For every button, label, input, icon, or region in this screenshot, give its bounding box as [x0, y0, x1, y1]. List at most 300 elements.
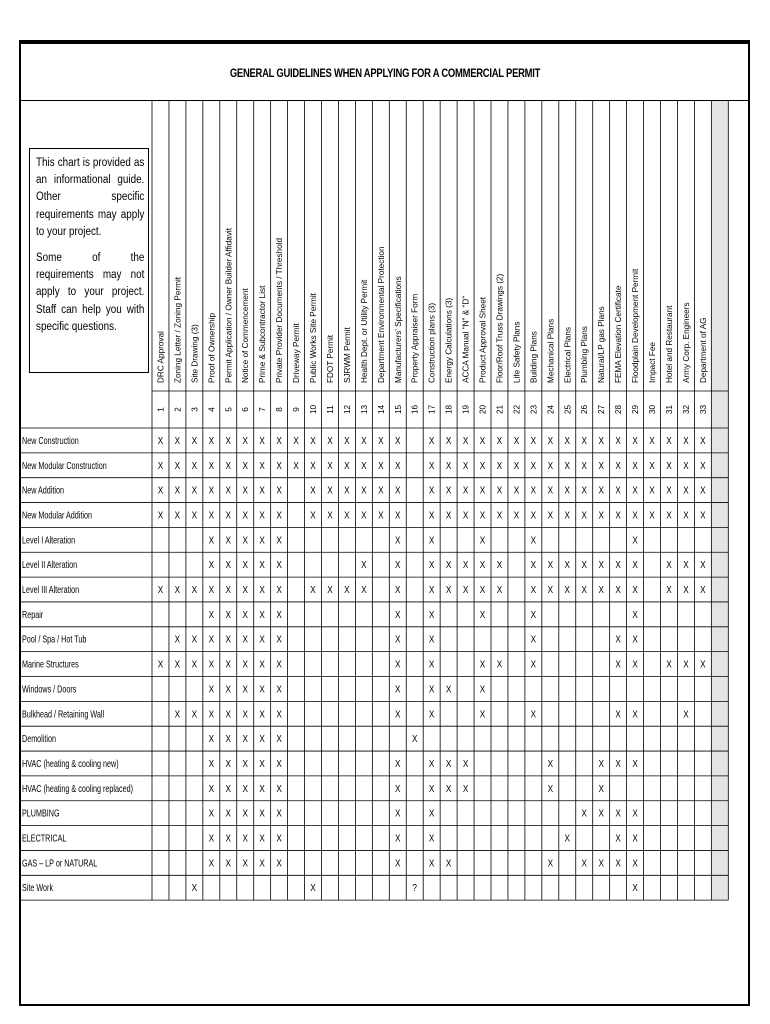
requirement-mark: X: [581, 509, 587, 521]
requirement-mark: X: [259, 609, 265, 621]
requirement-mark: X: [462, 435, 469, 447]
column-number-1: 1: [156, 407, 166, 412]
requirement-mark: X: [225, 807, 232, 819]
requirement-mark: X: [242, 584, 248, 596]
column-header-28: FEMA Elevation Certificate: [614, 285, 624, 383]
requirement-mark: X: [293, 460, 299, 471]
column-header-5: Permit Application / Owner Builder Affidavit: [224, 227, 234, 383]
requirement-mark: X: [598, 559, 604, 571]
info-note-paragraph-1: This chart is provided as an informational guide. Other specific requirements may apply to your project.: [36, 157, 145, 238]
requirement-mark: X: [242, 534, 248, 546]
requirement-mark: X: [361, 584, 367, 596]
requirement-mark: X: [632, 882, 638, 894]
column-number-12: 12: [342, 404, 352, 415]
column-number-14: 14: [376, 404, 386, 415]
column-number-20: 20: [478, 404, 488, 415]
requirement-mark: X: [225, 509, 232, 521]
requirement-mark: X: [598, 584, 604, 596]
requirement-mark: X: [395, 658, 401, 670]
requirement-mark: X: [632, 559, 638, 571]
requirement-mark: X: [395, 832, 401, 844]
requirement-mark: X: [547, 783, 554, 795]
requirement-mark: X: [225, 435, 232, 447]
requirement-mark: X: [547, 460, 554, 471]
requirement-mark: X: [208, 708, 215, 720]
requirement-mark: X: [666, 460, 672, 471]
requirement-mark: X: [310, 584, 316, 596]
requirement-mark: X: [632, 509, 638, 521]
column-header-19: ACCA Manual "N" & "D": [461, 295, 471, 383]
column-header-29: Floodplain Development Permit: [631, 268, 641, 383]
requirement-mark: X: [615, 658, 621, 670]
requirement-mark: X: [445, 857, 452, 869]
requirement-mark: X: [242, 460, 248, 471]
requirement-mark: X: [276, 683, 282, 695]
requirement-mark: X: [445, 460, 452, 471]
column-header-15: Manufacturers' Specifications: [393, 276, 403, 383]
column-header-20: Product Approval Sheet: [478, 296, 488, 383]
requirement-mark: X: [242, 633, 248, 645]
column-header-26: Plumbing Plans: [580, 326, 590, 383]
requirement-mark: X: [581, 584, 587, 596]
requirement-mark: X: [547, 758, 554, 770]
requirement-mark: X: [547, 509, 554, 521]
column-header-25: Electrical Plans: [563, 327, 573, 383]
requirement-mark: X: [530, 559, 537, 571]
requirement-mark: X: [174, 484, 181, 496]
requirement-mark: X: [428, 708, 435, 720]
requirement-mark: X: [208, 460, 215, 471]
requirement-mark: X: [208, 633, 215, 645]
requirement-mark: X: [428, 559, 435, 571]
requirement-mark: X: [649, 435, 655, 447]
requirement-mark: X: [615, 484, 621, 496]
requirement-mark: X: [683, 460, 689, 471]
requirement-mark: X: [242, 683, 248, 695]
requirement-mark: X: [395, 435, 401, 447]
requirement-mark: X: [276, 633, 282, 645]
requirement-mark: X: [327, 435, 333, 447]
requirement-mark: X: [174, 584, 181, 596]
requirement-mark: X: [276, 460, 282, 471]
requirement-mark: X: [428, 484, 435, 496]
requirement-mark: X: [225, 609, 232, 621]
requirement-mark: X: [191, 435, 198, 447]
column-number-27: 27: [597, 404, 607, 415]
requirement-mark: X: [157, 460, 164, 471]
column-header-3: Site Drawing (3): [190, 324, 200, 383]
requirement-mark: X: [564, 584, 571, 596]
requirement-mark: X: [666, 484, 672, 496]
requirement-mark: X: [327, 460, 333, 471]
column-number-5: 5: [224, 407, 234, 412]
requirement-mark: X: [259, 435, 265, 447]
requirement-mark: X: [225, 633, 232, 645]
row-label: Demolition: [22, 732, 56, 745]
requirement-mark: X: [445, 758, 452, 770]
requirement-mark: X: [445, 559, 452, 571]
requirement-mark: X: [683, 435, 689, 447]
requirement-mark: X: [208, 534, 215, 546]
requirement-mark: X: [344, 509, 350, 521]
requirement-mark: X: [276, 758, 282, 770]
column-number-23: 23: [529, 404, 539, 415]
requirement-mark: X: [242, 783, 248, 795]
requirement-mark: X: [496, 484, 503, 496]
column-number-22: 22: [512, 404, 522, 415]
requirement-mark: X: [683, 584, 689, 596]
row-label: Level III Alteration: [22, 583, 80, 596]
row-label: New Construction: [22, 434, 79, 447]
requirement-mark: X: [428, 832, 435, 844]
column-header-7: Prime & Subcontractor List: [258, 285, 268, 383]
row-label: Bulkhead / Retaining Wall: [22, 708, 105, 720]
requirement-mark: X: [513, 460, 520, 471]
requirement-mark: X: [225, 559, 232, 571]
requirement-mark: X: [276, 609, 282, 621]
column-number-29: 29: [631, 404, 641, 415]
requirement-mark: X: [666, 559, 672, 571]
requirement-mark: X: [428, 435, 435, 447]
requirement-mark: X: [598, 484, 604, 496]
requirement-mark: X: [445, 509, 452, 521]
requirement-mark: X: [615, 559, 621, 571]
requirement-mark: X: [462, 559, 469, 571]
requirement-mark: X: [513, 509, 520, 521]
column-number-33: 33: [698, 404, 708, 415]
requirement-mark: X: [445, 783, 452, 795]
requirement-mark: X: [225, 708, 232, 720]
column-number-2: 2: [173, 407, 183, 412]
requirement-mark: X: [157, 658, 164, 670]
column-header-22: Life Safety Plans: [512, 321, 522, 383]
requirement-mark: X: [683, 658, 689, 670]
requirement-mark: X: [496, 460, 503, 471]
requirement-mark: X: [208, 484, 215, 496]
column-header-18: Energy Calculations (3): [444, 297, 454, 383]
requirement-mark: X: [208, 559, 215, 571]
requirement-mark: X: [395, 584, 401, 596]
requirement-mark: X: [174, 658, 181, 670]
requirement-mark: X: [242, 832, 248, 844]
requirement-mark: X: [513, 484, 520, 496]
requirement-mark: X: [276, 534, 282, 546]
requirement-mark: X: [666, 435, 672, 447]
requirement-mark: X: [496, 658, 503, 670]
requirement-mark: X: [361, 559, 367, 571]
requirement-mark: X: [632, 708, 638, 720]
requirement-mark: X: [225, 460, 232, 471]
column-number-19: 19: [461, 404, 471, 415]
requirement-mark: X: [395, 807, 401, 819]
requirement-mark: X: [496, 559, 503, 571]
requirement-mark: X: [428, 683, 435, 695]
requirement-mark: X: [276, 435, 282, 447]
column-number-26: 26: [580, 404, 590, 415]
page-title: GENERAL GUIDELINES WHEN APPLYING FOR A COMMERCIAL PERMIT: [229, 68, 541, 80]
requirement-mark: X: [259, 658, 265, 670]
requirement-mark: X: [445, 584, 452, 596]
requirement-mark: X: [395, 708, 401, 720]
requirement-mark: X: [191, 708, 198, 720]
requirement-mark: X: [598, 509, 604, 521]
requirement-mark: X: [208, 509, 215, 521]
column-number-8: 8: [275, 407, 285, 412]
requirement-mark: X: [581, 460, 587, 471]
column-header-23: Building Plans: [529, 331, 539, 383]
column-header-17: Construction plans (3): [427, 302, 437, 383]
requirement-mark: X: [225, 584, 232, 596]
requirement-mark: X: [276, 559, 282, 571]
requirement-mark: X: [259, 733, 265, 745]
requirement-mark: X: [530, 534, 537, 546]
requirement-mark: X: [462, 460, 469, 471]
requirement-mark: X: [428, 460, 435, 471]
column-number-7: 7: [258, 407, 268, 412]
column-number-25: 25: [563, 404, 573, 415]
requirement-mark: X: [174, 509, 181, 521]
requirement-mark: X: [310, 509, 316, 521]
requirement-mark: X: [598, 807, 604, 819]
requirement-mark: X: [242, 509, 248, 521]
row-label: New Addition: [22, 484, 64, 496]
requirement-mark: X: [378, 484, 384, 496]
row-label: ELECTRICAL: [22, 832, 67, 844]
row-label: New Modular Construction: [22, 459, 107, 472]
requirement-mark: X: [225, 733, 232, 745]
row-label: New Modular Addition: [22, 509, 92, 521]
requirement-mark: X: [276, 783, 282, 795]
row-label: Level I Alteration: [22, 534, 76, 546]
requirement-mark: X: [428, 783, 435, 795]
column-header-12: SJRWM Permit: [342, 327, 352, 383]
requirement-mark: X: [242, 658, 248, 670]
requirement-mark: X: [174, 708, 181, 720]
column-header-30: Impact Fee: [648, 342, 658, 383]
requirement-mark: X: [479, 708, 486, 720]
requirement-mark: X: [276, 584, 282, 596]
requirement-mark: X: [530, 609, 537, 621]
requirement-mark: X: [428, 633, 435, 645]
requirement-mark: X: [174, 460, 181, 471]
requirement-mark: X: [428, 584, 435, 596]
column-header-13: Health Dept. or Utility Permit: [359, 279, 369, 383]
requirement-mark: X: [242, 559, 248, 571]
column-number-4: 4: [207, 407, 217, 412]
requirement-mark: X: [293, 435, 299, 447]
requirement-mark: X: [666, 584, 672, 596]
requirement-mark: X: [157, 484, 164, 496]
requirement-mark: X: [259, 758, 265, 770]
row-label: Pool / Spa / Hot Tub: [22, 633, 87, 646]
requirement-mark: X: [208, 733, 215, 745]
requirement-mark: X: [225, 857, 232, 869]
requirement-mark: X: [225, 658, 232, 670]
requirement-mark: X: [208, 584, 215, 596]
requirement-mark: X: [276, 807, 282, 819]
requirement-mark: X: [530, 509, 537, 521]
requirement-mark: X: [479, 559, 486, 571]
requirement-mark: X: [276, 509, 282, 521]
blank-column-shade: [711, 101, 728, 900]
requirement-mark: X: [632, 633, 638, 645]
requirement-mark: X: [564, 509, 571, 521]
requirement-mark: X: [310, 435, 316, 447]
requirement-mark: X: [191, 484, 198, 496]
requirement-mark: X: [564, 559, 571, 571]
requirement-mark: X: [496, 509, 503, 521]
requirement-mark: X: [581, 435, 587, 447]
requirement-mark: X: [615, 708, 621, 720]
column-number-30: 30: [648, 404, 658, 415]
requirement-mark: X: [276, 658, 282, 670]
requirement-mark: X: [395, 534, 401, 546]
requirement-mark: X: [530, 584, 537, 596]
column-header-6: Notice of Commencement: [241, 288, 251, 383]
requirement-mark: X: [174, 435, 181, 447]
requirement-mark: X: [632, 807, 638, 819]
requirement-mark: X: [615, 857, 621, 869]
requirement-mark: X: [649, 460, 655, 471]
requirement-mark: X: [242, 857, 248, 869]
requirement-mark: X: [395, 559, 401, 571]
requirement-mark: X: [547, 559, 554, 571]
requirement-mark: X: [615, 832, 621, 844]
requirement-mark: X: [259, 460, 265, 471]
requirement-mark: X: [581, 857, 587, 869]
requirement-mark: X: [225, 534, 232, 546]
requirement-mark: X: [208, 609, 215, 621]
requirement-mark: X: [242, 609, 248, 621]
requirement-mark: X: [208, 783, 215, 795]
requirement-mark: X: [174, 633, 181, 645]
requirement-mark: X: [208, 683, 215, 695]
requirement-mark: X: [632, 460, 638, 471]
requirement-mark: X: [191, 633, 198, 645]
requirement-mark: X: [700, 584, 706, 596]
requirement-mark: X: [564, 460, 571, 471]
requirement-mark: X: [479, 509, 486, 521]
requirement-mark: X: [598, 857, 604, 869]
requirement-mark: X: [225, 832, 232, 844]
requirement-mark: X: [632, 832, 638, 844]
requirement-mark: X: [327, 509, 333, 521]
requirement-mark: X: [395, 783, 401, 795]
requirement-mark: X: [615, 633, 621, 645]
requirement-mark: X: [564, 484, 571, 496]
requirement-mark: X: [242, 733, 248, 745]
column-number-32: 32: [681, 404, 691, 415]
requirement-mark: X: [191, 509, 198, 521]
requirement-mark: X: [530, 708, 537, 720]
requirement-mark: X: [632, 435, 638, 447]
requirement-mark: X: [225, 683, 232, 695]
column-number-31: 31: [664, 404, 674, 415]
column-header-14: Department Environmental Protection: [376, 246, 386, 383]
requirement-mark: X: [547, 484, 554, 496]
requirement-mark: X: [395, 633, 401, 645]
requirement-mark: X: [208, 658, 215, 670]
requirement-mark: X: [259, 509, 265, 521]
requirement-mark: X: [157, 509, 164, 521]
requirement-mark: X: [276, 708, 282, 720]
requirement-mark: X: [598, 460, 604, 471]
column-header-9: Driveway Permit: [292, 323, 302, 383]
requirement-mark: X: [683, 708, 689, 720]
column-header-2: Zoning Letter / Zoning Permit: [173, 276, 183, 383]
requirement-mark: X: [327, 584, 333, 596]
requirement-mark: X: [666, 658, 672, 670]
requirement-mark: X: [361, 509, 367, 521]
requirement-mark: X: [344, 460, 350, 471]
requirement-mark: X: [191, 584, 198, 596]
requirement-mark: X: [378, 435, 384, 447]
requirement-mark: X: [632, 484, 638, 496]
requirement-mark: X: [259, 633, 265, 645]
requirement-mark: X: [242, 484, 248, 496]
requirement-mark: X: [276, 733, 282, 745]
column-header-31: Hotel and Restaurant: [664, 305, 674, 383]
requirement-mark: X: [276, 832, 282, 844]
column-header-16: Property Appraiser Form: [410, 293, 420, 383]
requirement-mark: X: [598, 758, 604, 770]
requirement-mark: X: [649, 509, 655, 521]
requirement-mark: X: [259, 584, 265, 596]
requirement-mark: X: [395, 683, 401, 695]
requirement-mark: X: [615, 807, 621, 819]
requirement-mark: X: [208, 435, 215, 447]
column-number-24: 24: [546, 404, 556, 415]
column-header-10: Public Works Site Permit: [309, 293, 319, 383]
requirement-mark: X: [581, 807, 587, 819]
requirement-mark: X: [310, 484, 316, 496]
requirement-mark: X: [479, 460, 486, 471]
requirement-mark: X: [479, 435, 486, 447]
column-number-16: 16: [410, 404, 420, 415]
requirement-mark: X: [700, 559, 706, 571]
requirement-mark: X: [361, 460, 367, 471]
requirement-mark: X: [700, 435, 706, 447]
requirement-mark: X: [344, 435, 350, 447]
requirement-mark: X: [361, 484, 367, 496]
requirement-mark: X: [259, 708, 265, 720]
requirement-mark: X: [615, 584, 621, 596]
requirement-mark: X: [310, 882, 316, 894]
requirement-mark: X: [615, 758, 621, 770]
requirement-mark: X: [496, 435, 503, 447]
column-number-13: 13: [359, 404, 369, 415]
requirement-mark: X: [225, 758, 232, 770]
requirement-mark: X: [445, 435, 452, 447]
requirement-mark: X: [445, 484, 452, 496]
requirement-mark: X: [428, 857, 435, 869]
requirement-mark: X: [700, 509, 706, 521]
column-number-6: 6: [241, 407, 251, 412]
row-label: HVAC (heating & cooling replaced): [22, 782, 133, 795]
column-number-10: 10: [309, 404, 319, 415]
requirement-mark: X: [310, 460, 316, 471]
row-label: PLUMBING: [22, 807, 60, 819]
requirement-mark: X: [395, 484, 401, 496]
requirement-mark: X: [462, 484, 469, 496]
requirement-mark: X: [462, 783, 469, 795]
requirement-mark: X: [208, 857, 215, 869]
requirement-mark: X: [632, 584, 638, 596]
requirement-mark: X: [157, 584, 164, 596]
column-number-17: 17: [427, 404, 437, 415]
requirement-mark: X: [479, 584, 486, 596]
requirement-mark: X: [598, 435, 604, 447]
